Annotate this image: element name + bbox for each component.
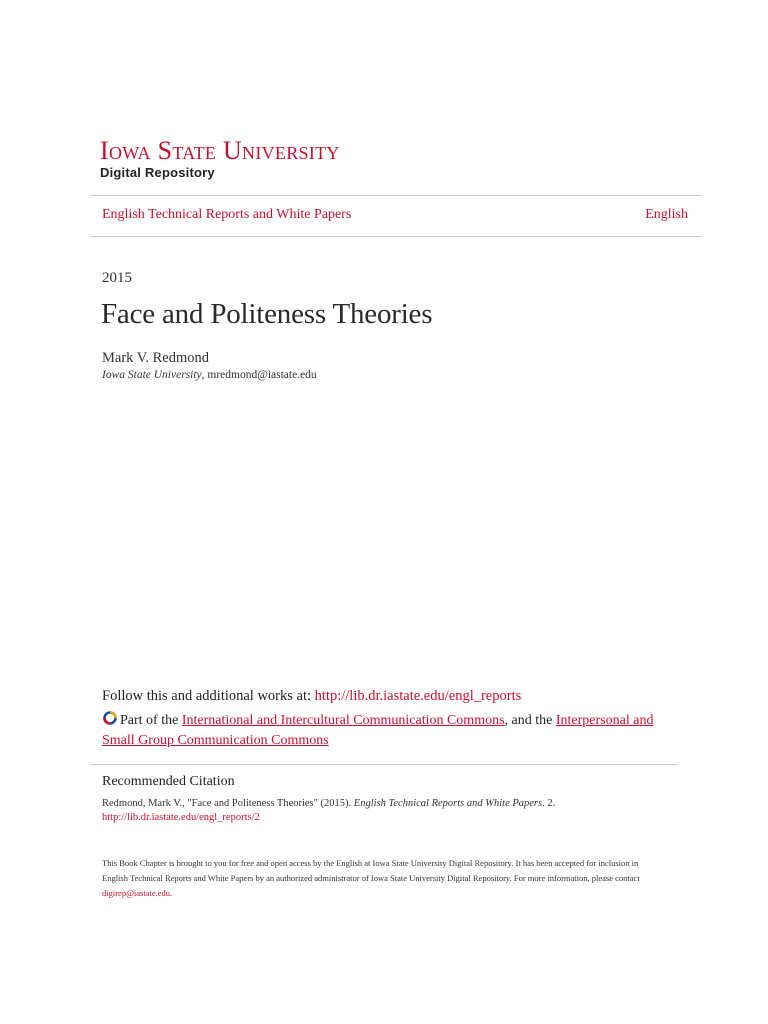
header-bottom-divider: [90, 236, 701, 237]
access-notice: [102, 856, 662, 901]
author-name: Mark V. Redmond: [102, 350, 210, 366]
logo-subtitle: Digital Repository: [100, 165, 215, 180]
header-top-divider: [90, 195, 701, 196]
department-link[interactable]: English: [645, 207, 688, 222]
university-logo: [100, 136, 340, 180]
affiliation-email: , mredmond@iastate.edu: [201, 369, 317, 381]
article-title: Face and Politeness Theories: [101, 298, 433, 330]
commons-link-intercultural[interactable]: International and Intercultural Communication Commons: [181, 713, 505, 728]
citation-suffix: . 2.: [542, 798, 556, 809]
publication-year: 2015: [102, 270, 132, 286]
author-affiliation: [102, 369, 317, 381]
citation-divider: [90, 764, 678, 765]
partof-middle: , and the: [504, 713, 556, 728]
citation-url-link[interactable]: http://lib.dr.iastate.edu/engl_reports/2: [102, 812, 260, 823]
series-link[interactable]: English Technical Reports and White Papers: [102, 207, 352, 222]
access-notice-end: .: [170, 888, 173, 898]
citation-text: [102, 797, 555, 825]
logo-wordmark: [100, 136, 340, 166]
follow-line: [102, 688, 521, 705]
access-notice-text: This Book Chapter is brought to you for free and open access by the English at Iowa State University Digital Repository. It has been accepted for inclusion in English Technical Reports and White Papers by an authorized administrator of Iowa State University Digital Repository. For more information, please contact: [102, 858, 640, 883]
citation-heading: Recommended Citation: [102, 774, 235, 789]
commons-link-interpersonal[interactable]: Interpersonal and Small Group Communication Commons: [102, 713, 654, 748]
logo-text: Iowa State University: [100, 136, 340, 165]
contact-email-link[interactable]: digirep@iastate.edu: [102, 888, 171, 898]
citation-prefix: Redmond, Mark V., "Face and Politeness Theories" (2015).: [102, 798, 354, 809]
follow-url-link[interactable]: http://lib.dr.iastate.edu/engl_reports: [314, 688, 522, 704]
follow-prefix: Follow this and additional works at:: [102, 688, 315, 704]
partof-prefix: Part of the: [120, 713, 182, 728]
affiliation-institution: Iowa State University: [102, 369, 202, 381]
citation-series: English Technical Reports and White Papers: [353, 798, 543, 809]
commons-network-icon: [102, 710, 118, 726]
part-of-commons: [102, 710, 682, 751]
